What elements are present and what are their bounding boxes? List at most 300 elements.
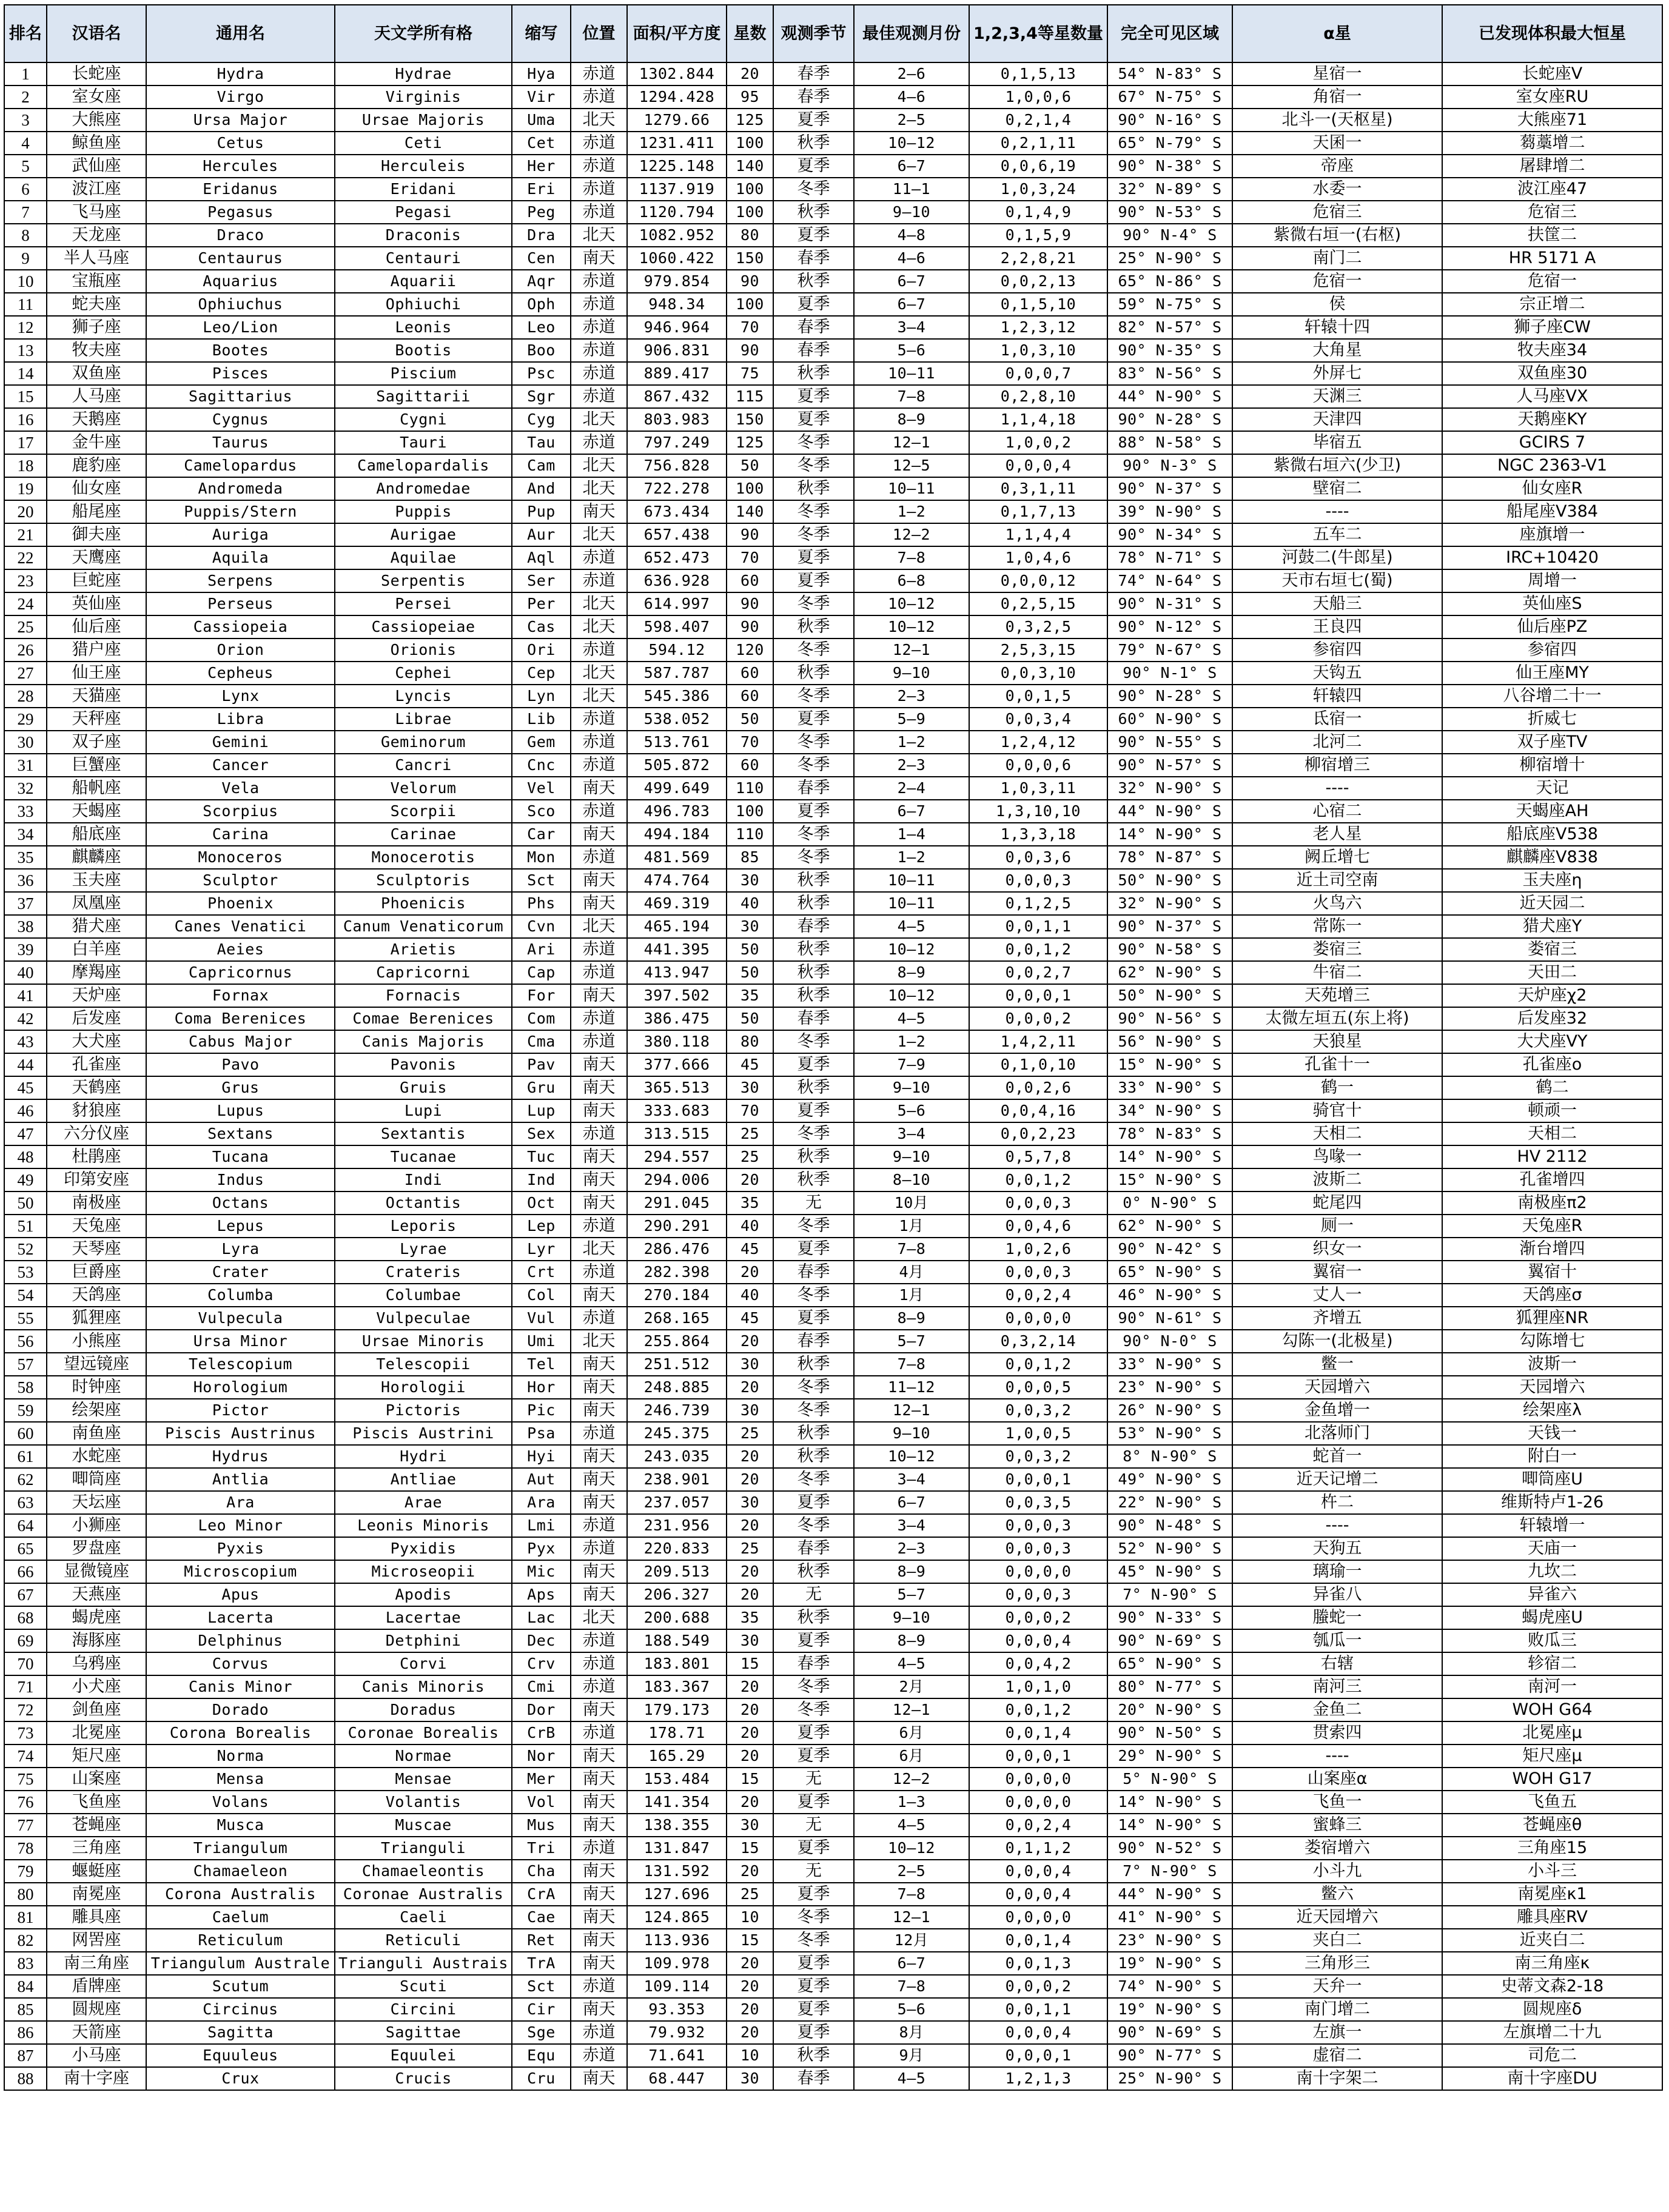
cell-season: 冬季	[773, 754, 854, 777]
cell-alpha-star: 南门增二	[1232, 1998, 1442, 2021]
table-row	[4, 385, 1662, 408]
cell-visible-region: 65° N-79° S	[1107, 132, 1232, 155]
cell-star-count: 30	[727, 869, 773, 892]
table-row	[4, 1837, 1662, 1860]
cell-area: 673.434	[627, 500, 727, 523]
cell-best-months: 6—7	[854, 270, 969, 293]
cell-magnitude-counts: 0,0,0,1	[969, 1744, 1107, 1768]
cell-genitive: Mensae	[335, 1768, 512, 1791]
cell-star-count: 120	[727, 638, 773, 662]
cell-chinese-name: 巨爵座	[47, 1261, 146, 1284]
cell-star-count: 35	[727, 1606, 773, 1629]
cell-visible-region: 15° N-90° S	[1107, 1168, 1232, 1191]
cell-best-months: 2—3	[854, 1537, 969, 1560]
cell-best-months: 4—5	[854, 1652, 969, 1675]
cell-position: 南天	[571, 1929, 627, 1952]
cell-season: 冬季	[773, 1675, 854, 1698]
table-row	[4, 109, 1662, 132]
cell-genitive: Persei	[335, 592, 512, 615]
cell-largest-star: 船尾座V384	[1442, 500, 1662, 523]
cell-abbreviation: Sge	[512, 2021, 571, 2044]
cell-rank: 20	[4, 500, 47, 523]
cell-largest-star: 危宿一	[1442, 270, 1662, 293]
cell-area: 413.947	[627, 961, 727, 984]
cell-genitive: Equulei	[335, 2044, 512, 2067]
cell-alpha-star: 危宿一	[1232, 270, 1442, 293]
cell-area: 270.184	[627, 1284, 727, 1307]
cell-abbreviation: Dec	[512, 1629, 571, 1652]
cell-visible-region: 90° N-61° S	[1107, 1307, 1232, 1330]
cell-position: 赤道	[571, 2021, 627, 2044]
cell-position: 北天	[571, 408, 627, 431]
cell-chinese-name: 天鹅座	[47, 408, 146, 431]
cell-star-count: 30	[727, 1076, 773, 1099]
cell-best-months: 3—4	[854, 1514, 969, 1537]
cell-largest-star: NGC 2363-V1	[1442, 454, 1662, 477]
cell-magnitude-counts: 1,0,2,6	[969, 1238, 1107, 1261]
cell-abbreviation: Tau	[512, 431, 571, 454]
cell-area: 803.983	[627, 408, 727, 431]
cell-common-name: Puppis/Stern	[146, 500, 335, 523]
cell-visible-region: 79° N-67° S	[1107, 638, 1232, 662]
cell-abbreviation: Vir	[512, 85, 571, 109]
cell-chinese-name: 牧夫座	[47, 339, 146, 362]
cell-best-months: 1月	[854, 1215, 969, 1238]
cell-star-count: 20	[727, 1376, 773, 1399]
cell-alpha-star: 瓠瓜一	[1232, 1629, 1442, 1652]
table-row	[4, 1791, 1662, 1814]
cell-magnitude-counts: 0,0,4,2	[969, 1652, 1107, 1675]
cell-star-count: 20	[727, 1860, 773, 1883]
cell-visible-region: 25° N-90° S	[1107, 2067, 1232, 2090]
cell-rank: 79	[4, 1860, 47, 1883]
cell-common-name: Draco	[146, 224, 335, 247]
cell-common-name: Monoceros	[146, 846, 335, 869]
cell-chinese-name: 网罟座	[47, 1929, 146, 1952]
cell-abbreviation: Cha	[512, 1860, 571, 1883]
cell-area: 246.739	[627, 1399, 727, 1422]
cell-common-name: Corona Australis	[146, 1883, 335, 1906]
cell-star-count: 10	[727, 2044, 773, 2067]
cell-visible-region: 53° N-90° S	[1107, 1422, 1232, 1445]
cell-area: 380.118	[627, 1030, 727, 1053]
cell-alpha-star: 鳖六	[1232, 1883, 1442, 1906]
table-row	[4, 800, 1662, 823]
cell-magnitude-counts: 0,1,0,10	[969, 1053, 1107, 1076]
cell-genitive: Trianguli	[335, 1837, 512, 1860]
table-row	[4, 1076, 1662, 1099]
cell-abbreviation: CrB	[512, 1721, 571, 1744]
cell-season: 秋季	[773, 938, 854, 961]
cell-genitive: Eridani	[335, 178, 512, 201]
table-row	[4, 62, 1662, 85]
cell-visible-region: 65° N-90° S	[1107, 1261, 1232, 1284]
cell-genitive: Tauri	[335, 431, 512, 454]
cell-rank: 74	[4, 1744, 47, 1768]
cell-magnitude-counts: 0,0,0,1	[969, 984, 1107, 1007]
cell-common-name: Pisces	[146, 362, 335, 385]
cell-best-months: 8月	[854, 2021, 969, 2044]
cell-visible-region: 62° N-90° S	[1107, 961, 1232, 984]
cell-chinese-name: 波江座	[47, 178, 146, 201]
cell-chinese-name: 小马座	[47, 2044, 146, 2067]
cell-chinese-name: 海豚座	[47, 1629, 146, 1652]
cell-area: 377.666	[627, 1053, 727, 1076]
cell-largest-star: 北冕座μ	[1442, 1721, 1662, 1744]
cell-magnitude-counts: 0,0,1,2	[969, 1698, 1107, 1721]
cell-rank: 50	[4, 1191, 47, 1215]
cell-position: 赤道	[571, 638, 627, 662]
cell-alpha-star: 天渊三	[1232, 385, 1442, 408]
cell-star-count: 110	[727, 777, 773, 800]
cell-position: 赤道	[571, 938, 627, 961]
cell-largest-star: 座旗增一	[1442, 523, 1662, 546]
cell-abbreviation: Eri	[512, 178, 571, 201]
cell-largest-star: 周增一	[1442, 569, 1662, 592]
cell-star-count: 70	[727, 1099, 773, 1122]
cell-best-months: 7—8	[854, 546, 969, 569]
cell-season: 秋季	[773, 1076, 854, 1099]
cell-abbreviation: Psc	[512, 362, 571, 385]
table-row	[4, 1906, 1662, 1929]
cell-abbreviation: Leo	[512, 316, 571, 339]
cell-best-months: 8—9	[854, 1307, 969, 1330]
cell-largest-star: 后发座32	[1442, 1007, 1662, 1030]
cell-chinese-name: 三角座	[47, 1837, 146, 1860]
cell-magnitude-counts: 0,0,6,19	[969, 155, 1107, 178]
cell-abbreviation: CrA	[512, 1883, 571, 1906]
cell-season: 夏季	[773, 155, 854, 178]
cell-magnitude-counts: 0,0,0,5	[969, 1376, 1107, 1399]
cell-visible-region: 44° N-90° S	[1107, 800, 1232, 823]
cell-alpha-star: 危宿三	[1232, 201, 1442, 224]
cell-chinese-name: 南鱼座	[47, 1422, 146, 1445]
cell-area: 494.184	[627, 823, 727, 846]
cell-largest-star: 翼宿十	[1442, 1261, 1662, 1284]
cell-season: 夏季	[773, 1238, 854, 1261]
cell-position: 北天	[571, 1330, 627, 1353]
cell-genitive: Canis Minoris	[335, 1675, 512, 1698]
table-row	[4, 1883, 1662, 1906]
cell-best-months: 10—12	[854, 592, 969, 615]
cell-season: 冬季	[773, 1215, 854, 1238]
cell-magnitude-counts: 0,0,1,2	[969, 1168, 1107, 1191]
cell-best-months: 3—4	[854, 316, 969, 339]
cell-visible-region: 90° N-12° S	[1107, 615, 1232, 638]
cell-chinese-name: 半人马座	[47, 247, 146, 270]
cell-season: 夏季	[773, 1629, 854, 1652]
cell-rank: 69	[4, 1629, 47, 1652]
table-row	[4, 1468, 1662, 1491]
cell-genitive: Andromedae	[335, 477, 512, 500]
cell-rank: 17	[4, 431, 47, 454]
cell-chinese-name: 北冕座	[47, 1721, 146, 1744]
cell-season: 秋季	[773, 1445, 854, 1468]
cell-visible-region: 78° N-83° S	[1107, 1122, 1232, 1145]
cell-star-count: 90	[727, 523, 773, 546]
cell-chinese-name: 圆规座	[47, 1998, 146, 2021]
cell-rank: 10	[4, 270, 47, 293]
cell-chinese-name: 盾牌座	[47, 1975, 146, 1998]
cell-common-name: Horologium	[146, 1376, 335, 1399]
cell-abbreviation: Sct	[512, 869, 571, 892]
cell-area: 587.787	[627, 662, 727, 685]
cell-visible-region: 90° N-53° S	[1107, 201, 1232, 224]
cell-area: 248.885	[627, 1376, 727, 1399]
cell-largest-star: 左旗增二十九	[1442, 2021, 1662, 2044]
cell-magnitude-counts: 0,0,3,5	[969, 1491, 1107, 1514]
table-row	[4, 1307, 1662, 1330]
cell-visible-region: 14° N-90° S	[1107, 1814, 1232, 1837]
cell-best-months: 7—8	[854, 1353, 969, 1376]
cell-rank: 19	[4, 477, 47, 500]
cell-rank: 13	[4, 339, 47, 362]
cell-alpha-star: 金鱼增一	[1232, 1399, 1442, 1422]
cell-star-count: 20	[727, 1261, 773, 1284]
cell-star-count: 70	[727, 546, 773, 569]
cell-largest-star: 仙女座R	[1442, 477, 1662, 500]
cell-area: 93.353	[627, 1998, 727, 2021]
table-row	[4, 2021, 1662, 2044]
cell-chinese-name: 长蛇座	[47, 62, 146, 85]
cell-abbreviation: Sct	[512, 1975, 571, 1998]
cell-chinese-name: 大犬座	[47, 1030, 146, 1053]
cell-visible-region: 90° N-38° S	[1107, 155, 1232, 178]
cell-common-name: Reticulum	[146, 1929, 335, 1952]
cell-visible-region: 8° N-90° S	[1107, 1445, 1232, 1468]
cell-visible-region: 45° N-90° S	[1107, 1560, 1232, 1583]
table-row	[4, 1998, 1662, 2021]
cell-best-months: 10—11	[854, 362, 969, 385]
cell-area: 441.395	[627, 938, 727, 961]
cell-chinese-name: 猎户座	[47, 638, 146, 662]
cell-rank: 34	[4, 823, 47, 846]
cell-alpha-star: 螣蛇一	[1232, 1606, 1442, 1629]
table-row	[4, 155, 1662, 178]
cell-abbreviation: Cru	[512, 2067, 571, 2090]
cell-abbreviation: Cmi	[512, 1675, 571, 1698]
table-row	[4, 1675, 1662, 1698]
cell-best-months: 7—8	[854, 1883, 969, 1906]
cell-abbreviation: Sco	[512, 800, 571, 823]
cell-best-months: 10—12	[854, 1837, 969, 1860]
cell-area: 505.872	[627, 754, 727, 777]
cell-largest-star: 狐狸座NR	[1442, 1307, 1662, 1330]
cell-season: 冬季	[773, 431, 854, 454]
cell-alpha-star: 轩辕四	[1232, 685, 1442, 708]
cell-abbreviation: Cma	[512, 1030, 571, 1053]
cell-star-count: 20	[727, 62, 773, 85]
table-row	[4, 546, 1662, 569]
table-row	[4, 846, 1662, 869]
cell-alpha-star: 骑官十	[1232, 1099, 1442, 1122]
cell-rank: 76	[4, 1791, 47, 1814]
cell-position: 赤道	[571, 961, 627, 984]
cell-chinese-name: 望远镜座	[47, 1353, 146, 1376]
cell-area: 294.557	[627, 1145, 727, 1168]
cell-season: 秋季	[773, 892, 854, 915]
cell-magnitude-counts: 1,0,3,11	[969, 777, 1107, 800]
cell-largest-star: 天蝎座AH	[1442, 800, 1662, 823]
cell-rank: 15	[4, 385, 47, 408]
cell-season: 秋季	[773, 201, 854, 224]
cell-abbreviation: Cnc	[512, 754, 571, 777]
cell-position: 南天	[571, 1284, 627, 1307]
cell-rank: 6	[4, 178, 47, 201]
cell-visible-region: 44° N-90° S	[1107, 1883, 1232, 1906]
cell-position: 南天	[571, 984, 627, 1007]
cell-common-name: Chamaeleon	[146, 1860, 335, 1883]
cell-rank: 31	[4, 754, 47, 777]
cell-chinese-name: 飞马座	[47, 201, 146, 224]
cell-position: 北天	[571, 615, 627, 638]
cell-magnitude-counts: 1,3,3,18	[969, 823, 1107, 846]
cell-genitive: Lyncis	[335, 685, 512, 708]
cell-star-count: 45	[727, 1307, 773, 1330]
cell-magnitude-counts: 2,5,3,15	[969, 638, 1107, 662]
cell-common-name: Coma Berenices	[146, 1007, 335, 1030]
cell-best-months: 6—7	[854, 293, 969, 316]
cell-position: 北天	[571, 662, 627, 685]
cell-season: 春季	[773, 339, 854, 362]
cell-rank: 86	[4, 2021, 47, 2044]
cell-season: 秋季	[773, 1606, 854, 1629]
cell-area: 251.512	[627, 1353, 727, 1376]
cell-chinese-name: 船帆座	[47, 777, 146, 800]
cell-chinese-name: 天炉座	[47, 984, 146, 1007]
cell-magnitude-counts: 0,2,1,4	[969, 109, 1107, 132]
cell-area: 474.764	[627, 869, 727, 892]
cell-best-months: 3—4	[854, 1468, 969, 1491]
cell-area: 245.375	[627, 1422, 727, 1445]
cell-genitive: Indi	[335, 1168, 512, 1191]
cell-rank: 80	[4, 1883, 47, 1906]
cell-abbreviation: Mon	[512, 846, 571, 869]
table-row	[4, 569, 1662, 592]
cell-magnitude-counts: 0,0,2,6	[969, 1076, 1107, 1099]
cell-alpha-star: 北落师门	[1232, 1422, 1442, 1445]
cell-position: 赤道	[571, 1721, 627, 1744]
table-row	[4, 615, 1662, 638]
header-genitive: 天文学所有格	[335, 5, 512, 62]
cell-abbreviation: Lep	[512, 1215, 571, 1238]
cell-position: 赤道	[571, 62, 627, 85]
cell-visible-region: 50° N-90° S	[1107, 984, 1232, 1007]
cell-magnitude-counts: 1,0,3,10	[969, 339, 1107, 362]
cell-alpha-star: 大角星	[1232, 339, 1442, 362]
cell-position: 赤道	[571, 339, 627, 362]
cell-star-count: 100	[727, 201, 773, 224]
cell-star-count: 80	[727, 1030, 773, 1053]
cell-star-count: 150	[727, 247, 773, 270]
cell-chinese-name: 天箭座	[47, 2021, 146, 2044]
cell-abbreviation: Cas	[512, 615, 571, 638]
cell-common-name: Cabus Major	[146, 1030, 335, 1053]
cell-abbreviation: Vul	[512, 1307, 571, 1330]
cell-rank: 7	[4, 201, 47, 224]
cell-common-name: Pyxis	[146, 1537, 335, 1560]
cell-alpha-star: 织女一	[1232, 1238, 1442, 1261]
cell-star-count: 10	[727, 1906, 773, 1929]
cell-best-months: 1月	[854, 1284, 969, 1307]
cell-magnitude-counts: 0,1,5,13	[969, 62, 1107, 85]
cell-abbreviation: Ara	[512, 1491, 571, 1514]
cell-abbreviation: Sgr	[512, 385, 571, 408]
cell-abbreviation: Mer	[512, 1768, 571, 1791]
cell-best-months: 8—9	[854, 408, 969, 431]
table-row	[4, 1975, 1662, 1998]
cell-largest-star: 苍蝇座θ	[1442, 1814, 1662, 1837]
cell-rank: 52	[4, 1238, 47, 1261]
cell-alpha-star: 角宿一	[1232, 85, 1442, 109]
cell-largest-star: 娄宿三	[1442, 938, 1662, 961]
cell-visible-region: 90° N-31° S	[1107, 592, 1232, 615]
cell-season: 春季	[773, 1261, 854, 1284]
cell-alpha-star: 帝座	[1232, 155, 1442, 178]
cell-common-name: Lynx	[146, 685, 335, 708]
cell-season: 冬季	[773, 846, 854, 869]
cell-season: 夏季	[773, 1998, 854, 2021]
cell-genitive: Monocerotis	[335, 846, 512, 869]
cell-abbreviation: Cyg	[512, 408, 571, 431]
cell-star-count: 70	[727, 731, 773, 754]
cell-common-name: Phoenix	[146, 892, 335, 915]
cell-season: 秋季	[773, 1422, 854, 1445]
table-row	[4, 892, 1662, 915]
cell-common-name: Cassiopeia	[146, 615, 335, 638]
cell-common-name: Columba	[146, 1284, 335, 1307]
cell-largest-star: 天兔座R	[1442, 1215, 1662, 1238]
cell-chinese-name: 雕具座	[47, 1906, 146, 1929]
cell-magnitude-counts: 0,0,2,7	[969, 961, 1107, 984]
cell-season: 秋季	[773, 1560, 854, 1583]
cell-largest-star: 人马座VX	[1442, 385, 1662, 408]
cell-best-months: 2—3	[854, 685, 969, 708]
cell-abbreviation: Lyr	[512, 1238, 571, 1261]
cell-season: 冬季	[773, 523, 854, 546]
table-row	[4, 1284, 1662, 1307]
cell-genitive: Camelopardalis	[335, 454, 512, 477]
table-row	[4, 1007, 1662, 1030]
table-row	[4, 1261, 1662, 1284]
cell-common-name: Circinus	[146, 1998, 335, 2021]
table-row	[4, 1238, 1662, 1261]
cell-star-count: 50	[727, 961, 773, 984]
cell-abbreviation: Cen	[512, 247, 571, 270]
cell-position: 赤道	[571, 316, 627, 339]
cell-best-months: 6—7	[854, 155, 969, 178]
cell-magnitude-counts: 0,0,1,5	[969, 685, 1107, 708]
cell-position: 南天	[571, 1376, 627, 1399]
cell-chinese-name: 双鱼座	[47, 362, 146, 385]
cell-abbreviation: Equ	[512, 2044, 571, 2067]
table-row	[4, 270, 1662, 293]
cell-star-count: 20	[727, 1998, 773, 2021]
cell-star-count: 20	[727, 1445, 773, 1468]
cell-alpha-star: 毕宿五	[1232, 431, 1442, 454]
cell-area: 614.997	[627, 592, 727, 615]
cell-rank: 47	[4, 1122, 47, 1145]
table-row	[4, 1330, 1662, 1353]
cell-genitive: Leonis Minoris	[335, 1514, 512, 1537]
cell-common-name: Hydra	[146, 62, 335, 85]
cell-rank: 64	[4, 1514, 47, 1537]
cell-season: 春季	[773, 2067, 854, 2090]
cell-visible-region: 0° N-90° S	[1107, 1191, 1232, 1215]
cell-chinese-name: 唧筒座	[47, 1468, 146, 1491]
cell-star-count: 100	[727, 477, 773, 500]
cell-common-name: Lepus	[146, 1215, 335, 1238]
